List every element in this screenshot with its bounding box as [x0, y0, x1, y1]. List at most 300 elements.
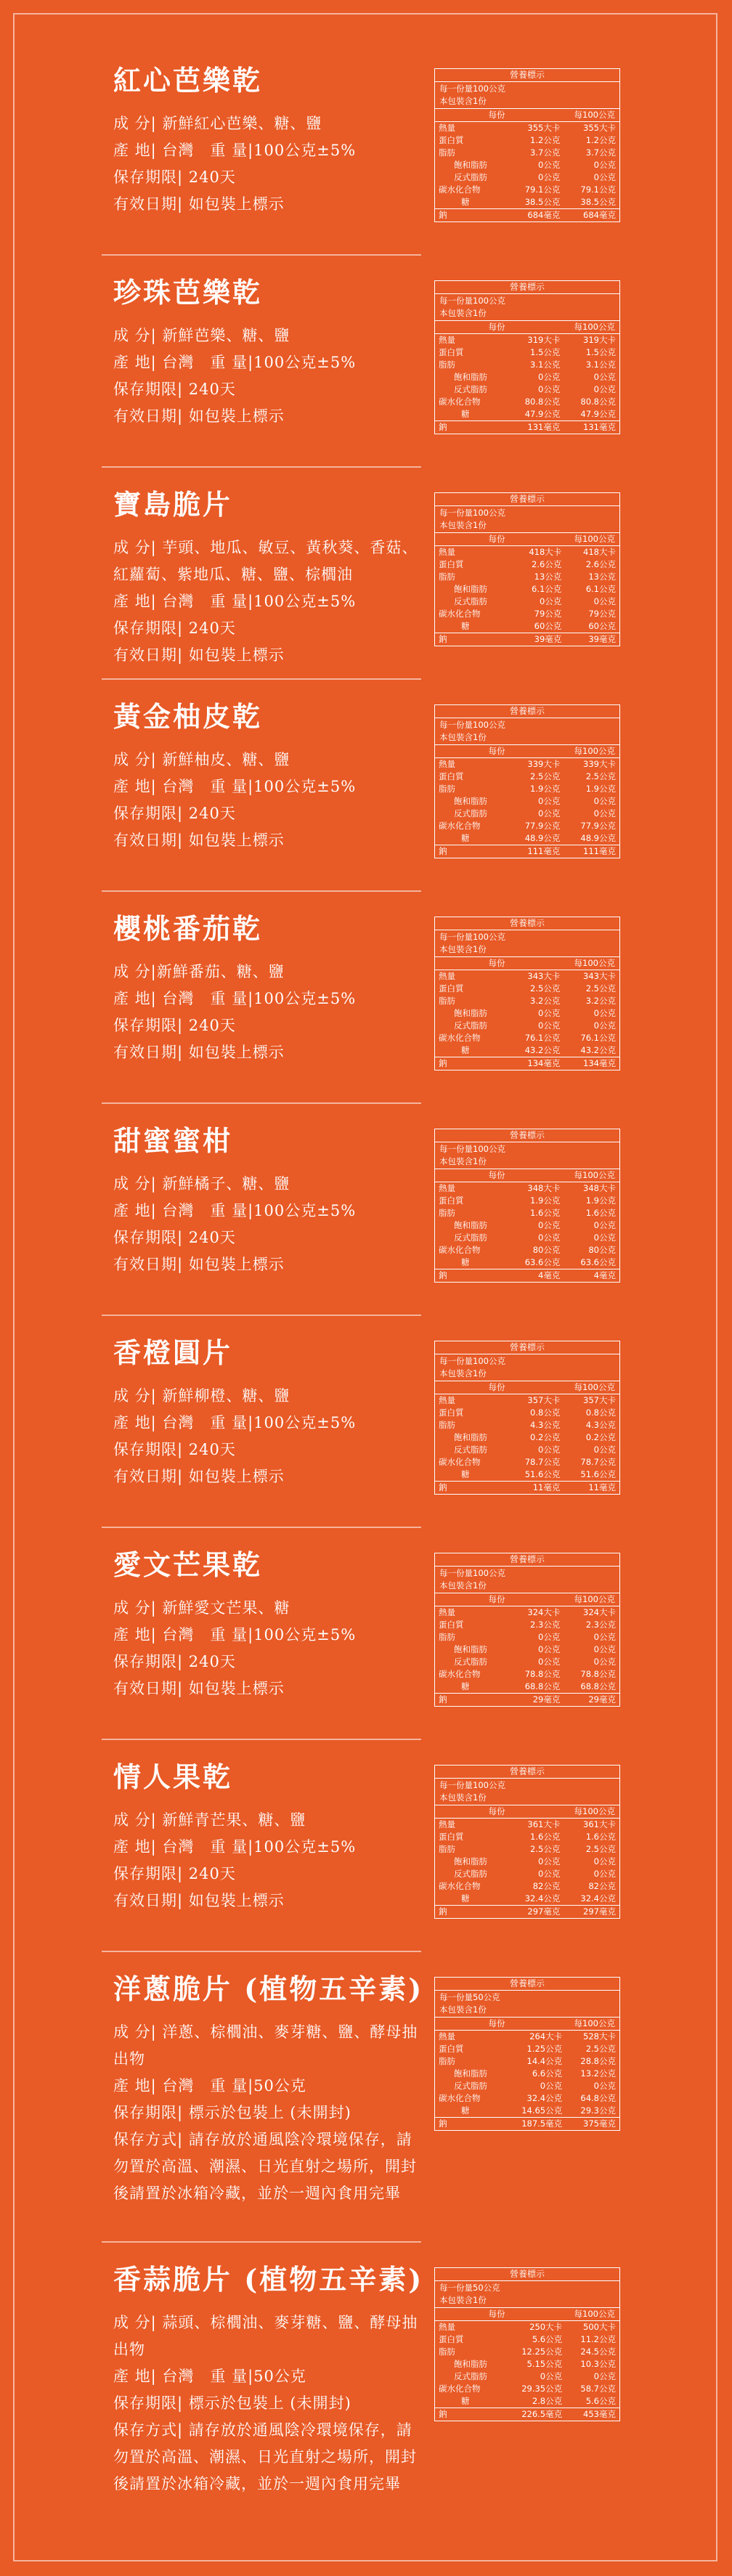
- nutrition-row: [435, 1906, 619, 1919]
- value-per-100g: 43.2公克: [580, 1045, 616, 1055]
- product-info: [113, 276, 426, 430]
- nutrition-table: [435, 970, 619, 1070]
- value-per-serving: 60公克: [534, 621, 562, 631]
- nutrition-serving: [435, 82, 619, 109]
- nutrition-row: [435, 546, 619, 558]
- value-per-100g: 24.5公克: [580, 2347, 616, 2357]
- value-per-100g: 0公克: [593, 1232, 616, 1243]
- value-per-serving: 111毫克: [508, 845, 564, 858]
- nutrition-row: [435, 1195, 619, 1207]
- nutrient-name: 飽和脂肪: [454, 1856, 487, 1866]
- nutrient-name: 熱量: [439, 2031, 455, 2041]
- value-per-serving: 43.2公克: [524, 1045, 561, 1055]
- value-per-serving: 6.6公克: [532, 2068, 563, 2079]
- value-per-100g: 0公克: [593, 172, 616, 182]
- nutrient-name: 反式脂肪: [454, 1020, 487, 1031]
- nutrition-column-headers: [435, 957, 619, 970]
- product-detail-line: 產 地| 台灣 重 量|100公克±5%: [113, 353, 357, 371]
- nutrition-table: [435, 758, 619, 858]
- value-per-serving: 0公克: [538, 384, 561, 394]
- product-section: [0, 1104, 732, 1316]
- value-per-serving: 0.2公克: [530, 1432, 561, 1442]
- servings-per-pack: 本包裝含1份: [439, 944, 487, 954]
- nutrition-label: [434, 1977, 620, 2131]
- value-per-100g: 80公克: [588, 1245, 616, 1255]
- nutrient-name: 糖: [461, 1893, 470, 1903]
- value-per-100g: 3.1公克: [585, 359, 616, 370]
- product-info: [113, 700, 426, 854]
- col-per-serving: 每份: [488, 746, 505, 756]
- nutrient-name: 脂肪: [439, 1208, 455, 1218]
- nutrition-row: [435, 1694, 619, 1707]
- value-per-serving: 0公克: [538, 1856, 561, 1866]
- nutrition-row: [435, 1843, 619, 1856]
- value-per-serving: 4毫克: [508, 1269, 564, 1283]
- value-per-serving: 0公克: [538, 1632, 561, 1642]
- product-detail-line: 成 分| 新鮮橘子、糖、鹽: [113, 1174, 290, 1192]
- servings-per-pack: 本包裝含1份: [439, 1156, 487, 1166]
- product-name: 香蒜脆片 (植物五辛素): [113, 2263, 424, 2296]
- nutrition-row: [435, 171, 619, 184]
- product-section: [0, 1316, 732, 1528]
- product-detail-line: 保存期限| 240天: [113, 1864, 236, 1882]
- product-name: 愛文芒果乾: [113, 1548, 263, 1581]
- nutrient-name: 脂肪: [439, 1844, 455, 1854]
- nutrient-name: 熱量: [439, 971, 455, 981]
- nutrient-name: 蛋白質: [439, 135, 464, 145]
- nutrition-table: [435, 122, 619, 222]
- nutrient-name: 飽和脂肪: [454, 1220, 487, 1230]
- value-per-100g: 0公克: [593, 1220, 616, 1230]
- nutrient-name: 糖: [461, 409, 470, 419]
- value-per-serving: 0公克: [538, 1657, 561, 1667]
- nutrition-column-headers: [435, 1805, 619, 1819]
- value-per-100g: 32.4公克: [580, 1893, 616, 1903]
- nutrition-label: [434, 917, 620, 1070]
- value-per-100g: 357大卡: [583, 1395, 616, 1405]
- value-per-100g: 134毫克: [564, 1057, 619, 1070]
- nutrition-label: [434, 704, 620, 858]
- product-info: [113, 64, 426, 218]
- product-info: [113, 912, 426, 1066]
- nutrient-name: 糖: [461, 1045, 470, 1055]
- product-detail-line: 產 地| 台灣 重 量|100公克±5%: [113, 141, 357, 159]
- value-per-100g: 324大卡: [583, 1607, 616, 1617]
- value-per-100g: 47.9公克: [580, 409, 616, 419]
- value-per-serving: 324大卡: [527, 1607, 561, 1617]
- value-per-serving: 187.5毫克: [505, 2118, 566, 2131]
- product-detail-line: 保存期限| 240天: [113, 380, 236, 398]
- col-per-serving: 每份: [488, 110, 505, 120]
- nutrition-row: [435, 383, 619, 396]
- nutrition-row: [435, 359, 619, 371]
- nutrient-name: 碳水化合物: [439, 1669, 481, 1679]
- nutrition-header: 營養標示: [435, 493, 619, 506]
- nutrition-row: [435, 408, 619, 421]
- serving-size: 每一份量100公克: [439, 508, 505, 518]
- value-per-100g: 0公克: [593, 796, 616, 806]
- value-per-100g: 1.9公克: [585, 1195, 616, 1206]
- value-per-100g: 0公克: [593, 1644, 616, 1654]
- product-name: 香橙圓片: [113, 1336, 233, 1369]
- value-per-100g: 0公克: [593, 372, 616, 382]
- nutrition-row: [435, 1681, 619, 1694]
- value-per-100g: 13公克: [588, 572, 616, 582]
- product-detail-line: 有效日期| 如包裝上標示: [113, 1679, 285, 1697]
- nutrient-name: 飽和脂肪: [454, 160, 487, 170]
- value-per-serving: 5.15公克: [526, 2359, 563, 2369]
- nutrient-name: 鈉: [435, 1482, 508, 1495]
- nutrition-row: [435, 1057, 619, 1070]
- value-per-serving: 63.6公克: [524, 1257, 561, 1267]
- value-per-serving: 2.5公克: [530, 771, 561, 781]
- value-per-serving: 1.2公克: [530, 135, 561, 145]
- nutrition-row: [435, 795, 619, 808]
- product-detail-line: 成 分| 新鮮柚皮、糖、鹽: [113, 750, 290, 768]
- nutrition-row: [435, 2346, 619, 2358]
- nutrition-row: [435, 1668, 619, 1681]
- value-per-100g: 1.5公克: [585, 347, 616, 357]
- nutrient-name: 反式脂肪: [454, 384, 487, 394]
- value-per-100g: 348大卡: [583, 1183, 616, 1193]
- value-per-serving: 339大卡: [527, 759, 561, 769]
- nutrition-row: [435, 2358, 619, 2370]
- value-per-100g: 28.8公克: [580, 2056, 616, 2066]
- product-detail-line: 有效日期| 如包裝上標示: [113, 1255, 285, 1273]
- value-per-100g: 3.7公克: [585, 147, 616, 158]
- nutrition-column-headers: [435, 533, 619, 546]
- nutrition-row: [435, 1880, 619, 1893]
- nutrition-row: [435, 1256, 619, 1269]
- value-per-100g: 0公克: [593, 596, 616, 606]
- value-per-serving: 1.9公克: [530, 784, 561, 794]
- value-per-100g: 0公克: [593, 1020, 616, 1031]
- nutrition-table: [435, 1182, 619, 1282]
- nutrition-serving: [435, 2281, 619, 2308]
- value-per-100g: 6.1公克: [585, 584, 616, 594]
- product-detail-line: 產 地| 台灣 重 量|100公克±5%: [113, 1201, 357, 1219]
- nutrition-row: [435, 1219, 619, 1232]
- value-per-serving: 47.9公克: [524, 409, 561, 419]
- nutrient-name: 鈉: [435, 209, 508, 222]
- product-detail-line: 有效日期| 如包裝上標示: [113, 195, 285, 213]
- nutrient-name: 反式脂肪: [454, 1232, 487, 1243]
- value-per-100g: 0公克: [593, 1008, 616, 1018]
- nutrient-name: 脂肪: [439, 1420, 455, 1430]
- product-detail-line: 成 分| 新鮮柳橙、糖、鹽: [113, 1386, 290, 1405]
- serving-size: 每一份量100公克: [439, 1780, 505, 1790]
- product-detail-line: 成 分| 新鮮芭樂、糖、鹽: [113, 326, 290, 344]
- nutrition-column-headers: [435, 1169, 619, 1182]
- value-per-100g: 2.6公克: [585, 559, 616, 569]
- product-detail-line: 保存期限| 240天: [113, 1228, 236, 1246]
- nutrition-row: [435, 1444, 619, 1456]
- product-name: 情人果乾: [113, 1760, 233, 1793]
- product-detail-line: 成 分| 蒜頭、棕櫚油、麥芽糖、鹽、酵母抽出物: [113, 2313, 418, 2358]
- nutrient-name: 脂肪: [439, 147, 455, 158]
- value-per-100g: 0公克: [593, 1856, 616, 1866]
- value-per-100g: 0公克: [593, 160, 616, 170]
- value-per-100g: 0公克: [593, 2081, 616, 2091]
- value-per-100g: 82公克: [588, 1881, 616, 1891]
- product-name: 甜蜜蜜柑: [113, 1124, 233, 1157]
- product-detail-line: 保存期限| 240天: [113, 168, 236, 186]
- nutrition-row: [435, 1207, 619, 1219]
- value-per-serving: 2.8公克: [532, 2396, 563, 2406]
- value-per-100g: 0.2公克: [585, 1432, 616, 1442]
- value-per-serving: 297毫克: [508, 1906, 564, 1919]
- nutrition-header: 營養標示: [435, 1978, 619, 1991]
- nutrition-row: [435, 1631, 619, 1643]
- nutrient-name: 蛋白質: [439, 1832, 464, 1842]
- nutrition-row: [435, 1831, 619, 1843]
- value-per-serving: 6.1公克: [532, 584, 562, 594]
- product-detail-line: 產 地| 台灣 重 量|100公克±5%: [113, 592, 357, 610]
- nutrition-row: [435, 1032, 619, 1044]
- product-detail-line: 成 分| 洋蔥、棕櫚油、麥芽糖、鹽、酵母抽出物: [113, 2023, 418, 2068]
- nutrient-name: 鈉: [435, 1057, 508, 1070]
- nutrition-serving: [435, 506, 619, 533]
- value-per-serving: 1.6公克: [530, 1208, 561, 1218]
- nutrition-row: [435, 1856, 619, 1868]
- serving-size: 每一份量100公克: [439, 1144, 505, 1154]
- nutrition-row: [435, 1419, 619, 1431]
- value-per-100g: 528大卡: [583, 2031, 616, 2041]
- nutrient-name: 碳水化合物: [439, 1033, 481, 1043]
- product-section: [0, 1740, 732, 1952]
- value-per-serving: 0公克: [538, 808, 561, 818]
- value-per-100g: 10.3公克: [580, 2359, 616, 2369]
- value-per-serving: 2.3公克: [530, 1620, 561, 1630]
- nutrient-name: 反式脂肪: [454, 1869, 487, 1879]
- nutrient-name: 熱量: [439, 123, 455, 133]
- product-detail-line: 保存期限| 240天: [113, 619, 236, 637]
- value-per-serving: 0公克: [538, 1232, 561, 1243]
- nutrition-row: [435, 2043, 619, 2055]
- value-per-serving: 357大卡: [527, 1395, 561, 1405]
- value-per-100g: 68.8公克: [580, 1681, 616, 1691]
- col-per-100g: 每100公克: [574, 1382, 615, 1392]
- nutrient-name: 脂肪: [439, 572, 455, 582]
- nutrient-name: 碳水化合物: [439, 2093, 481, 2103]
- value-per-100g: 418大卡: [583, 547, 616, 557]
- product-detail-line: 產 地| 台灣 重 量|100公克±5%: [113, 1837, 357, 1856]
- nutrition-header: 營養標示: [435, 2268, 619, 2281]
- value-per-100g: 684毫克: [564, 209, 619, 222]
- nutrition-table: [435, 2031, 619, 2130]
- nutrient-name: 熱量: [439, 1395, 455, 1405]
- value-per-100g: 4毫克: [564, 1269, 619, 1283]
- nutrient-name: 鈉: [435, 1694, 508, 1707]
- nutrition-serving: [435, 294, 619, 321]
- product-detail-line: 成 分| 芋頭、地瓜、敏豆、黃秋葵、香菇、紅蘿蔔、紫地瓜、糖、鹽、棕櫚油: [113, 538, 418, 583]
- nutrition-label: [434, 280, 620, 434]
- nutrition-row: [435, 2408, 619, 2421]
- nutrition-row: [435, 2031, 619, 2043]
- value-per-100g: 2.5公克: [585, 1844, 616, 1854]
- value-per-serving: 1.6公克: [530, 1832, 561, 1842]
- product-detail-line: 成 分| 新鮮愛文芒果、糖: [113, 1598, 290, 1617]
- product-detail-line: 保存期限| 標示於包裝上 (未開封): [113, 2394, 351, 2412]
- nutrition-row: [435, 2055, 619, 2068]
- value-per-100g: 0公克: [593, 808, 616, 818]
- value-per-serving: 13公克: [534, 572, 562, 582]
- nutrient-name: 鈉: [435, 421, 508, 434]
- value-per-serving: 0公克: [538, 796, 561, 806]
- nutrition-row: [435, 396, 619, 408]
- product-detail-line: 有效日期| 如包裝上標示: [113, 831, 285, 849]
- value-per-serving: 131毫克: [508, 421, 564, 434]
- nutrition-row: [435, 421, 619, 434]
- nutrition-row: [435, 571, 619, 583]
- nutrient-name: 熱量: [439, 1607, 455, 1617]
- nutrition-label: [434, 492, 620, 646]
- nutrient-name: 蛋白質: [439, 559, 464, 569]
- product-detail-line: 有效日期| 如包裝上標示: [113, 1467, 285, 1485]
- value-per-100g: 4.3公克: [585, 1420, 616, 1430]
- value-per-100g: 319大卡: [583, 335, 616, 345]
- nutrition-header: 營養標示: [435, 705, 619, 718]
- value-per-100g: 375毫克: [566, 2118, 619, 2131]
- nutrition-row: [435, 196, 619, 209]
- col-per-100g: 每100公克: [574, 2309, 615, 2319]
- value-per-serving: 343大卡: [527, 971, 561, 981]
- value-per-serving: 12.25公克: [521, 2347, 563, 2357]
- value-per-serving: 0公克: [538, 1008, 561, 1018]
- nutrient-name: 脂肪: [439, 359, 455, 370]
- nutrient-name: 碳水化合物: [439, 609, 481, 619]
- value-per-100g: 29毫克: [564, 1694, 619, 1707]
- nutrition-row: [435, 1394, 619, 1407]
- nutrient-name: 糖: [461, 1681, 470, 1691]
- nutrition-column-headers: [435, 321, 619, 334]
- product-detail-line: 有效日期| 如包裝上標示: [113, 1043, 285, 1061]
- product-info: [113, 1760, 426, 1914]
- product-detail-line: 保存期限| 標示於包裝上 (未開封): [113, 2103, 351, 2121]
- servings-per-pack: 本包裝含1份: [439, 1368, 487, 1378]
- col-per-serving: 每份: [488, 1594, 505, 1604]
- value-per-serving: 0公克: [538, 1644, 561, 1654]
- value-per-serving: 355大卡: [527, 123, 561, 133]
- value-per-100g: 11毫克: [564, 1482, 619, 1495]
- nutrient-name: 飽和脂肪: [454, 796, 487, 806]
- product-detail-line: 保存期限| 240天: [113, 1016, 236, 1034]
- product-section: [0, 44, 732, 256]
- nutrient-name: 飽和脂肪: [454, 1432, 487, 1442]
- nutrition-row: [435, 620, 619, 633]
- nutrient-name: 熱量: [439, 1819, 455, 1829]
- value-per-100g: 2.3公克: [585, 1620, 616, 1630]
- nutrition-row: [435, 371, 619, 383]
- product-detail-line: 有效日期| 如包裝上標示: [113, 646, 285, 664]
- value-per-serving: 0公克: [538, 172, 561, 182]
- nutrition-row: [435, 1868, 619, 1880]
- nutrition-row: [435, 1244, 619, 1256]
- nutrient-name: 飽和脂肪: [454, 584, 487, 594]
- value-per-100g: 2.5公克: [585, 2044, 616, 2054]
- nutrient-name: 碳水化合物: [439, 184, 481, 195]
- value-per-100g: 3.2公克: [585, 996, 616, 1006]
- col-per-100g: 每100公克: [574, 322, 615, 332]
- nutrition-table: [435, 546, 619, 646]
- nutrition-row: [435, 1269, 619, 1283]
- value-per-100g: 0.8公克: [585, 1407, 616, 1418]
- product-section: [0, 2243, 732, 2533]
- value-per-100g: 60公克: [588, 621, 616, 631]
- product-name: 黃金柚皮乾: [113, 700, 263, 733]
- value-per-serving: 0公克: [538, 1020, 561, 1031]
- nutrient-name: 蛋白質: [439, 1195, 464, 1206]
- nutrition-row: [435, 1007, 619, 1020]
- nutrient-name: 脂肪: [439, 2347, 455, 2357]
- nutrient-name: 碳水化合物: [439, 397, 481, 407]
- product-info: [113, 2263, 426, 2498]
- value-per-100g: 48.9公克: [580, 833, 616, 843]
- product-detail-line: 產 地| 台灣 重 量|50公克: [113, 2367, 306, 2385]
- value-per-100g: 51.6公克: [580, 1469, 616, 1479]
- value-per-serving: 0公克: [538, 160, 561, 170]
- value-per-100g: 0公克: [593, 1869, 616, 1879]
- value-per-100g: 63.6公克: [580, 1257, 616, 1267]
- nutrition-serving: [435, 1779, 619, 1805]
- nutrition-header: 營養標示: [435, 1129, 619, 1142]
- col-per-serving: 每份: [488, 1382, 505, 1392]
- value-per-100g: 38.5公克: [580, 197, 616, 207]
- nutrient-name: 飽和脂肪: [454, 1008, 487, 1018]
- value-per-serving: 0公克: [538, 1869, 561, 1879]
- col-per-100g: 每100公克: [574, 1594, 615, 1604]
- servings-per-pack: 本包裝含1份: [439, 1792, 487, 1803]
- value-per-100g: 2.5公克: [585, 983, 616, 994]
- value-per-serving: 4.3公克: [530, 1420, 561, 1430]
- nutrient-name: 飽和脂肪: [454, 2359, 487, 2369]
- product-detail-line: 成 分|新鮮番茄、糖、鹽: [113, 962, 285, 980]
- product-name: 珍珠芭樂乾: [113, 276, 263, 309]
- servings-per-pack: 本包裝含1份: [439, 2004, 487, 2015]
- value-per-serving: 76.1公克: [524, 1033, 561, 1043]
- nutrient-name: 鈉: [435, 845, 508, 858]
- nutrition-row: [435, 1482, 619, 1495]
- value-per-100g: 361大卡: [583, 1819, 616, 1829]
- col-per-serving: 每份: [488, 958, 505, 968]
- value-per-serving: 78.7公克: [524, 1457, 561, 1467]
- product-info: [113, 1548, 426, 1702]
- value-per-serving: 0公克: [540, 2081, 563, 2091]
- value-per-serving: 29毫克: [508, 1694, 564, 1707]
- value-per-serving: 0公克: [538, 1220, 561, 1230]
- value-per-serving: 78.8公克: [524, 1669, 561, 1679]
- nutrient-name: 鈉: [435, 1906, 508, 1919]
- nutrition-serving: [435, 718, 619, 745]
- serving-size: 每一份量100公克: [439, 1568, 505, 1578]
- nutrition-row: [435, 184, 619, 196]
- nutrition-row: [435, 2321, 619, 2333]
- nutrition-row: [435, 970, 619, 983]
- value-per-100g: 131毫克: [564, 421, 619, 434]
- value-per-100g: 0公克: [593, 2371, 616, 2381]
- value-per-100g: 79公克: [588, 609, 616, 619]
- product-name: 紅心芭樂乾: [113, 64, 263, 97]
- product-info: [113, 488, 426, 669]
- nutrient-name: 鈉: [435, 633, 511, 646]
- value-per-serving: 32.4公克: [526, 2093, 563, 2103]
- nutrition-row: [435, 1182, 619, 1195]
- value-per-serving: 348大卡: [527, 1183, 561, 1193]
- nutrition-table: [435, 1606, 619, 1706]
- value-per-serving: 0公克: [538, 372, 561, 382]
- nutrition-table: [435, 334, 619, 434]
- nutrition-label: [434, 1129, 620, 1283]
